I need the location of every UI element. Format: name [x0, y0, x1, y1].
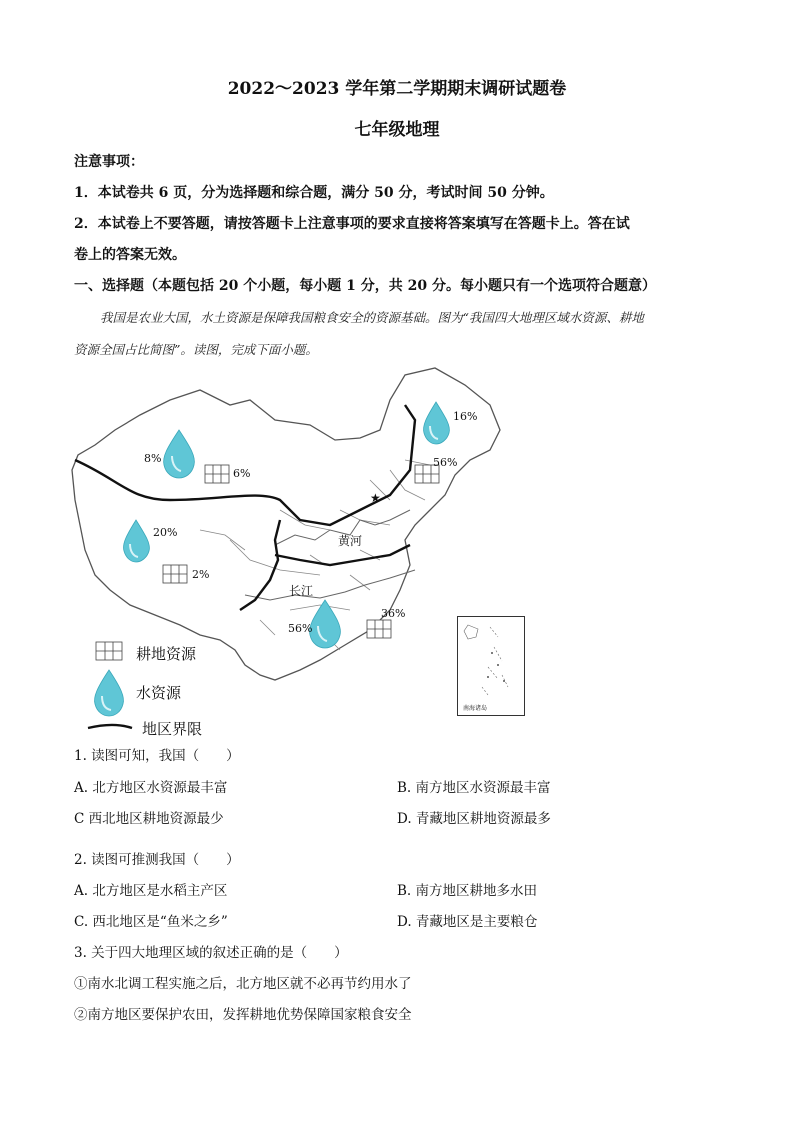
label-qz-land: 2% — [192, 568, 210, 581]
question-2-option-a: A. 北方地区是水稻主产区 — [74, 883, 228, 899]
legend-boundary-label: 地区界限 — [142, 720, 203, 738]
notes-item-2: 2．本试卷上不要答题，请按答题卡上注意事项的要求直接将答案填写在答题卡上。答在试 — [74, 216, 630, 232]
label-ne-land: 56% — [433, 456, 458, 469]
question-2-option-c: C. 西北地区是“鱼米之乡” — [74, 914, 228, 930]
question-1-option-d: D. 青藏地区耕地资源最多 — [397, 811, 551, 827]
exam-title: 2022～2023 学年第二学期期末调研试题卷 — [227, 79, 567, 99]
notes-heading: 注意事项： — [74, 154, 144, 170]
legend-land-icon — [96, 642, 122, 660]
inset-islands — [458, 617, 524, 715]
question-2-option-b: B. 南方地区耕地多水田 — [397, 883, 538, 899]
label-s-land: 36% — [381, 607, 406, 620]
question-3-stem: 3. 关于四大地理区域的叙述正确的是（ ） — [74, 945, 348, 961]
label-changjiang: 长江 — [289, 584, 314, 598]
question-1-option-c: C 西北地区耕地资源最少 — [74, 811, 224, 827]
question-3-line-1: ①南水北调工程实施之后，北方地区就不必再节约用水了 — [74, 976, 412, 992]
question-1-option-a: A. 北方地区水资源最丰富 — [74, 780, 228, 796]
label-nw-land: 6% — [233, 467, 251, 480]
label-qz-water: 20% — [153, 526, 178, 539]
legend-land-label: 耕地资源 — [136, 645, 197, 663]
question-2-stem: 2. 读图可推测我国（ ） — [74, 852, 240, 868]
notes-item-1: 1．本试卷共 6 页，分为选择题和综合题，满分 50 分，考试时间 50 分钟。 — [74, 185, 554, 201]
label-s-water: 56% — [288, 622, 313, 635]
legend-boundary-line — [88, 725, 132, 728]
intro-line-1: 我国是农业大国，水土资源是保障我国粮食安全的资源基础。图为“我国四大地理区域水资源、耕地 — [100, 310, 644, 325]
inset-label: 南海诸岛 — [463, 705, 488, 712]
legend-water-drop-icon — [95, 670, 124, 716]
label-ne-water: 16% — [453, 410, 478, 423]
question-1-stem: 1. 读图可知，我国（ ） — [74, 748, 240, 764]
land-grid-icon-south — [367, 620, 391, 638]
legend-water-label: 水资源 — [136, 684, 182, 702]
label-nw-water: 8% — [144, 452, 162, 465]
question-1-option-b: B. 南方地区水资源最丰富 — [397, 780, 551, 796]
label-huanghe: 黄河 — [338, 534, 363, 548]
section-heading: 一、选择题（本题包括 20 个小题，每小题 1 分，共 20 分。每小题只有一个选项符合题意） — [74, 278, 656, 294]
exam-subtitle: 七年级地理 — [354, 120, 440, 140]
capital-star: ★ — [370, 491, 381, 505]
land-grid-icon-northwest — [205, 465, 229, 483]
south-china-sea-inset — [457, 616, 525, 716]
question-2-option-d: D. 青藏地区是主要粮仓 — [397, 914, 538, 930]
intro-line-2: 资源全国占比简图”。读图，完成下面小题。 — [74, 342, 318, 357]
notes-item-3: 卷上的答案无效。 — [74, 247, 186, 263]
question-3-line-2: ②南方地区要保护农田，发挥耕地优势保障国家粮食安全 — [74, 1007, 412, 1023]
land-grid-icon-qinghai-tibet — [163, 565, 187, 583]
